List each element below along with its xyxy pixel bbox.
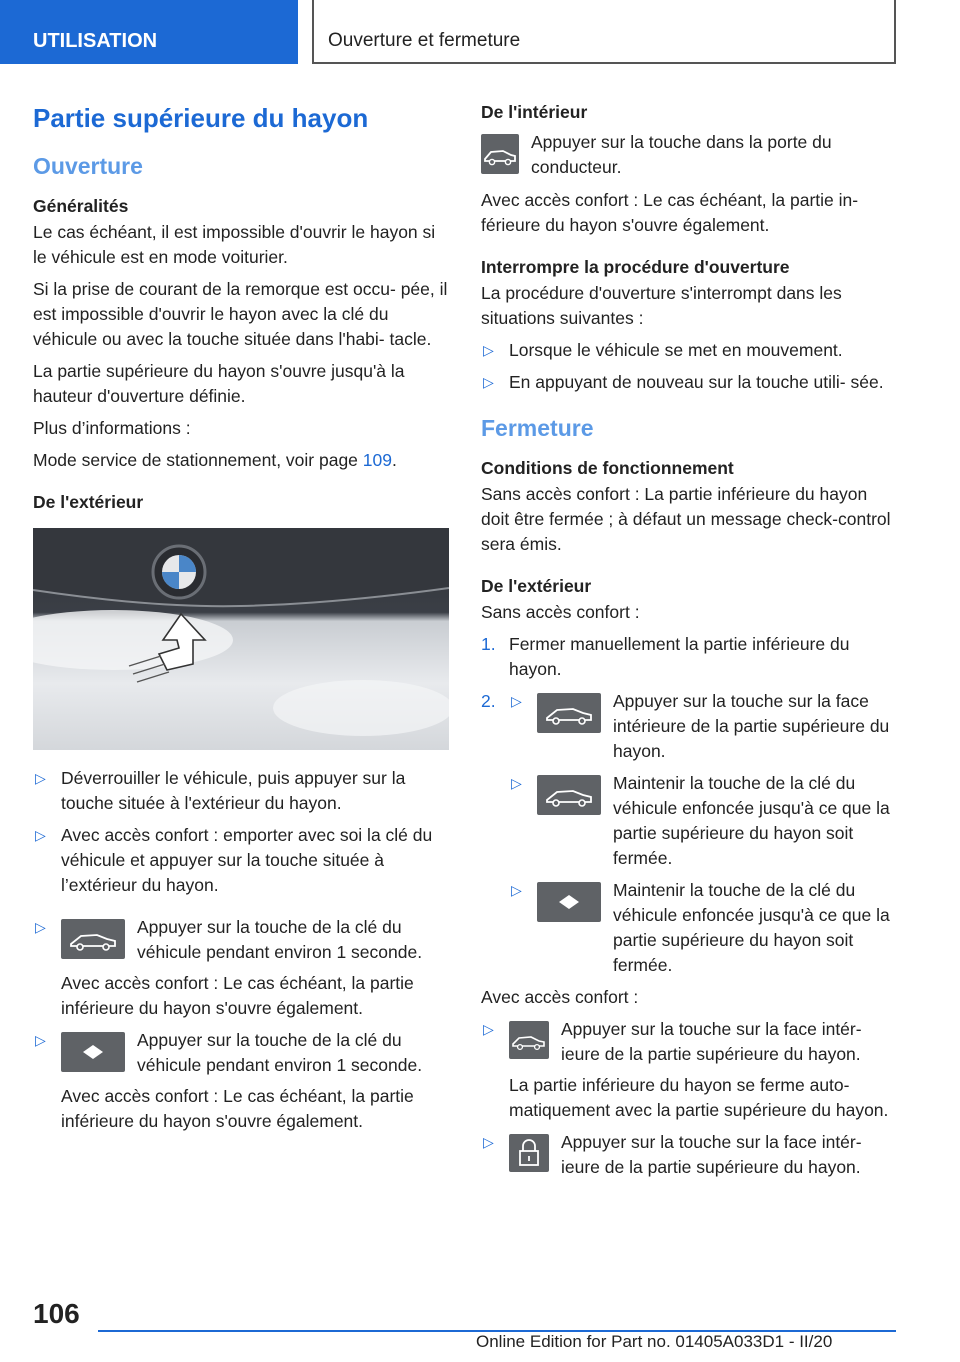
list-item: ▷ Appuyer sur la touche sur la face intér- ieure de la partie supérieure du hayon. La partie inférieure du hayon se ferme auto- matiquement avec la partie supérieure du hayon. bbox=[483, 1019, 889, 1120]
list-item: ▷ Avec accès confort : emporter avec soi la clé du véhicule et appuyer sur la touche située à l’extérieur du hayon. bbox=[35, 825, 433, 895]
list-item: ▷ En appuyant de nouveau sur la touche utili- sée. bbox=[481, 370, 897, 395]
page-reference bbox=[33, 448, 449, 473]
heading-interrupt: Interrompre la procédure d'ouverture bbox=[481, 257, 790, 277]
bullet-triangle-icon: ▷ bbox=[483, 342, 494, 358]
sub-list-item: ▷ Maintenir la touche de la clé du véhicule enfoncée jusqu'à ce que la partie supérieure du hayon soit fermée. bbox=[511, 880, 890, 975]
list-item: ▷ Déverrouiller le véhicule, puis appuyer sur la touche située à l'extérieur du hayon. bbox=[35, 768, 406, 813]
car-tailgate-icon bbox=[481, 134, 519, 174]
bullet-triangle-icon: ▷ bbox=[35, 1032, 46, 1048]
heading-general: Généralités bbox=[33, 196, 129, 216]
reference-end: . bbox=[391, 450, 397, 470]
list-item: ▷ Appuyer sur la touche sur la face intér- ieure de la partie supérieure du hayon. bbox=[483, 1132, 862, 1177]
car-tailgate-icon bbox=[61, 919, 125, 959]
bullet-triangle-icon: ▷ bbox=[483, 374, 494, 390]
page-title: Partie supérieure du hayon bbox=[33, 103, 369, 133]
bullet-triangle-icon: ▷ bbox=[35, 919, 46, 935]
right-column: De l'intérieur Appuyer sur la touche dans la porte du conducteur. Avec accès confort : Le cas échéant, la partie in- férieure du hayon s'ouvre également. Interrompre la procédure d'ouverture La procédure d'ouverture s'interrompt dans les situations suivantes : ▷ Lorsque le véhicule se met en mouvement. ▷ En appuyant de nouveau sur la touche utili- sée. Fermeture Conditions de fonctionnement Sans accès confort : La partie inférieure du hayon doit être fermée ; à défaut un message check-control sera émis. De l'extérieur Sans accès confort : 1. Fermer manuellement la partie inférieure du hayon. 2. ▷ Appuyer sur la touche sur la face intérieure de la partie supérieure du hayon. ▷ Maintenir la touche de la clé du véhicule enfoncée jusqu'à ce que la partie supérieure du hayon soit fermée. ▷ Maintenir la touche de la clé du véhicule enfoncée jusqu'à ce que la partie supérieure du hayon soit fermée. Avec accès confort : ▷ Appuyer sur la touche sur la face intér- ieure de la partie supérieure du hayon. La partie inférieure du hayon se ferme auto- matiquement avec la partie supérieure du hayon. ▷ Appuyer sur la touche sur la face intér- ieure de la partie supérieure du hayon. bbox=[481, 100, 897, 1187]
car-tailgate-icon bbox=[537, 693, 601, 733]
list-item: ▷ Lorsque le véhicule se met en mouvement. bbox=[481, 338, 897, 363]
list-item: 2. ▷ Appuyer sur la touche sur la face intérieure de la partie supérieure du hayon. ▷ Maintenir la touche de la clé du véhicule enfoncée jusqu'à ce que la partie supérieure du hayon soit fermée. ▷ Maintenir la touche de la clé du véhicule enfoncée jusqu'à ce que la partie supérieure du hayon soit fermée. bbox=[481, 689, 897, 978]
heading-conditions: Conditions de fonctionnement bbox=[481, 458, 734, 478]
tailgate-button-photo bbox=[33, 528, 449, 750]
bullet-triangle-icon: ▷ bbox=[35, 770, 46, 786]
left-column bbox=[33, 100, 449, 1141]
bullet-triangle-icon: ▷ bbox=[511, 775, 522, 791]
heading-interior: De l'intérieur bbox=[481, 102, 588, 122]
more-info-label: Plus d’informations : bbox=[33, 418, 191, 438]
bullet-triangle-icon: ▷ bbox=[35, 827, 46, 843]
topic-header: Ouverture et fermeture bbox=[312, 0, 896, 64]
subheading-opening: Ouverture bbox=[33, 153, 143, 179]
page-link[interactable]: 109 bbox=[362, 450, 392, 470]
paragraph: La partie supérieure du hayon s'ouvre jusqu'à la hauteur d'ouverture définie. bbox=[33, 361, 405, 406]
car-tailgate-icon bbox=[509, 1021, 549, 1059]
section-tab: UTILISATION bbox=[0, 0, 298, 64]
car-tailgate-icon bbox=[537, 775, 601, 815]
page-number: 106 bbox=[33, 1298, 80, 1329]
key-button-icon bbox=[61, 1032, 125, 1072]
list-item: ▷ Appuyer sur la touche de la clé du véhicule pendant environ 1 seconde. Avec accès confort : Le cas échéant, la partie inférieure du hayon s'ouvre également. bbox=[35, 1030, 423, 1131]
bullet-triangle-icon: ▷ bbox=[511, 693, 522, 709]
bullet-triangle-icon: ▷ bbox=[511, 882, 522, 898]
edition-note: Online Edition for Part no. 01405A033D1 - II/20 bbox=[476, 1332, 833, 1351]
heading-exterior-close: De l'extérieur bbox=[481, 576, 592, 596]
list-item: ▷ Appuyer sur la touche de la clé du véhicule pendant environ 1 seconde. Avec accès confort : Le cas échéant, la partie inférieure du hayon s'ouvre également. bbox=[35, 917, 423, 1018]
sub-list-item: ▷ Appuyer sur la touche sur la face intérieure de la partie supérieure du hayon. bbox=[511, 691, 890, 761]
subheading-closing: Fermeture bbox=[481, 415, 594, 441]
paragraph: Si la prise de courant de la remorque est occu- pée, il est impossible d'ouvrir le hayon avec la clé du véhicule ou avec la touche située dans l'habi- tacle. bbox=[33, 279, 448, 349]
heading-exterior: De l'extérieur bbox=[33, 492, 144, 512]
lock-icon bbox=[509, 1134, 549, 1172]
bullet-triangle-icon: ▷ bbox=[483, 1134, 494, 1150]
reference-text: Mode service de stationnement, voir page bbox=[33, 450, 358, 470]
bullet-triangle-icon: ▷ bbox=[483, 1021, 494, 1037]
sub-list-item: ▷ Maintenir la touche de la clé du véhicule enfoncée jusqu'à ce que la partie supérieure du hayon soit fermée. bbox=[511, 773, 890, 868]
key-button-icon bbox=[537, 882, 601, 922]
paragraph: Le cas échéant, il est impossible d'ouvrir le hayon si le véhicule est en mode voiturier. bbox=[33, 222, 436, 267]
list-item: 1. Fermer manuellement la partie inférieure du hayon. bbox=[481, 634, 850, 679]
